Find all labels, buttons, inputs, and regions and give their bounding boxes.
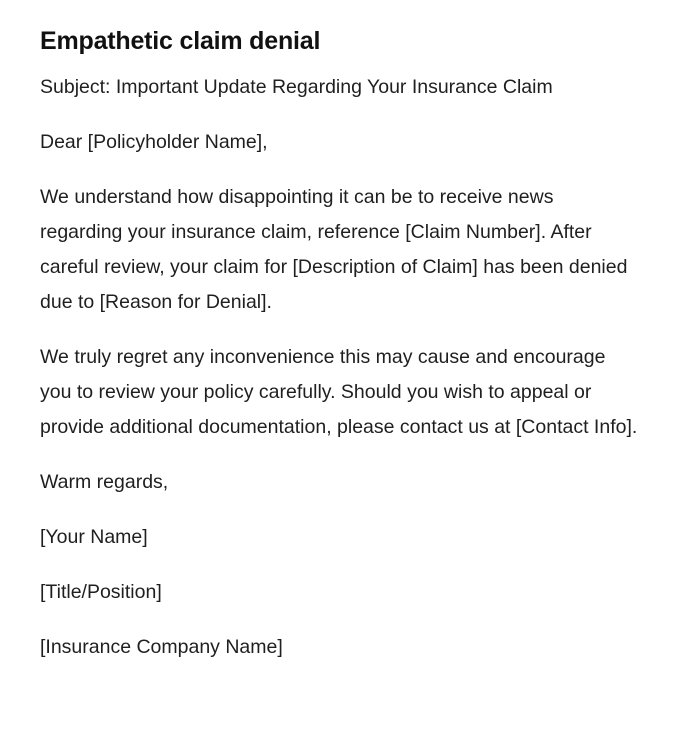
- signature-company: [Insurance Company Name]: [40, 636, 283, 658]
- body-paragraph-1: We understand how disappointing it can be to receive news regarding your insurance claim, reference [Claim Number]. After careful review, your claim for [Description of Claim] has been denied due to [Reason for Denial].: [40, 186, 628, 313]
- signature-name: [Your Name]: [40, 526, 148, 548]
- salutation: Dear [Policyholder Name],: [40, 131, 268, 153]
- body-paragraph-2: We truly regret any inconvenience this may cause and encourage you to review your policy carefully. Should you wish to appeal or provide additional documentation, please contact us at [Contact Info].: [40, 346, 638, 438]
- closing: Warm regards,: [40, 471, 169, 493]
- subject-line: Subject: Important Update Regarding Your Insurance Claim: [40, 76, 553, 98]
- signature-title: [Title/Position]: [40, 581, 162, 603]
- document-title: Empathetic claim denial: [40, 27, 321, 55]
